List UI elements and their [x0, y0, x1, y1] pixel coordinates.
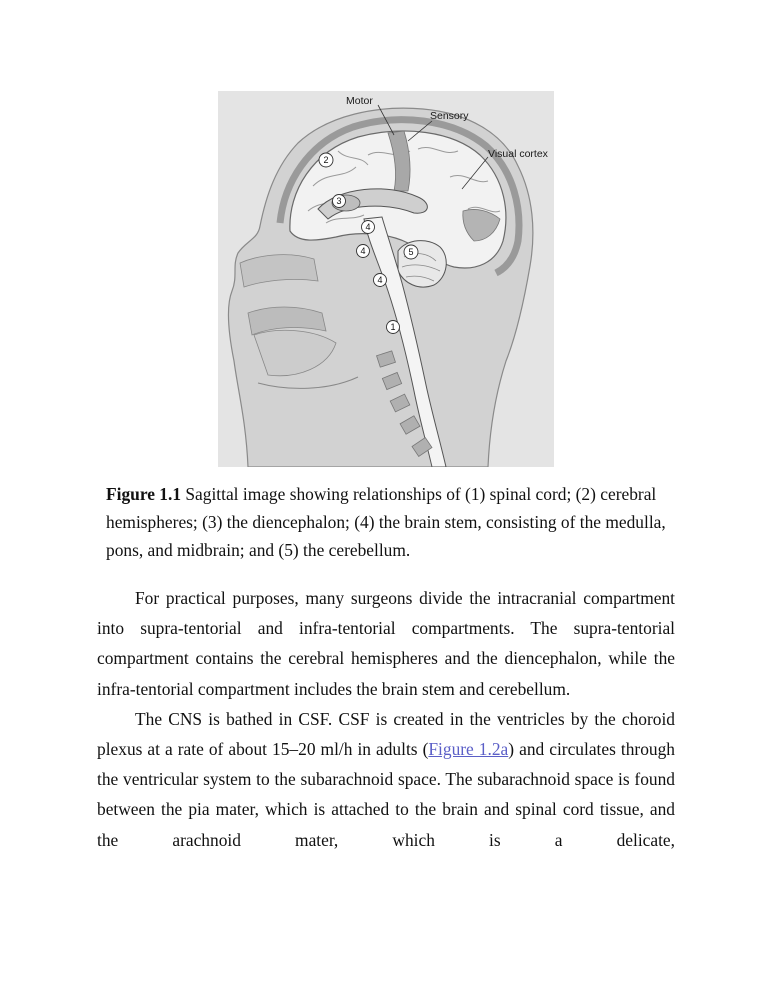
paragraph-2	[97, 704, 675, 855]
marker-2	[319, 153, 333, 167]
label-motor: Motor	[346, 95, 373, 107]
figure-caption-text: Sagittal image showing relationships of (1) spinal cord; (2) cerebral hemispheres; (3) the diencephalon; (4) the brain stem, consisting of the medulla, pons, and midbrain; and (5) the cerebellum.	[106, 484, 666, 560]
marker-1	[387, 321, 400, 334]
paragraph-1: For practical purposes, many surgeons divide the intracranial compartment into supra-tentorial and infra-tentorial compartments. The supra-tentorial compartment contains the cerebral hemispheres and the diencephalon, while the infra-tentorial compartment includes the brain stem and cerebellum.	[97, 588, 675, 699]
svg-text:4: 4	[360, 246, 366, 256]
paragraph-2-end: ) and circulates through the ventricular system to the subarachnoid space. The subarachnoid space is found between the pia mater, which is attached to the brain and spinal cord tissue, and the arachnoid mater, which is a delicate,	[97, 739, 675, 850]
figure-caption-label: Figure 1.1	[106, 484, 182, 504]
marker-5	[404, 245, 418, 259]
svg-text:3: 3	[336, 196, 342, 206]
svg-text:5: 5	[408, 247, 414, 257]
sagittal-head-illustration	[218, 91, 554, 467]
figure-caption	[106, 480, 676, 564]
marker-4-middle	[357, 245, 370, 258]
svg-text:2: 2	[323, 155, 329, 165]
paragraph-2-start: The CNS is bathed in CSF. CSF is created in the ventricles by the choroid plexus at a rate of about 15–20 ml/h in adults (	[97, 708, 675, 760]
figure-1-2a-link[interactable]: Figure 1.2a	[428, 739, 509, 760]
svg-text:1: 1	[390, 322, 396, 332]
svg-text:4: 4	[377, 275, 383, 285]
label-visual-cortex: Visual cortex	[488, 148, 548, 160]
label-sensory: Sensory	[430, 110, 469, 122]
body-text	[97, 583, 675, 855]
marker-3	[333, 195, 346, 208]
marker-4-upper	[362, 221, 375, 234]
svg-text:4: 4	[365, 222, 371, 232]
marker-4-lower	[374, 274, 387, 287]
